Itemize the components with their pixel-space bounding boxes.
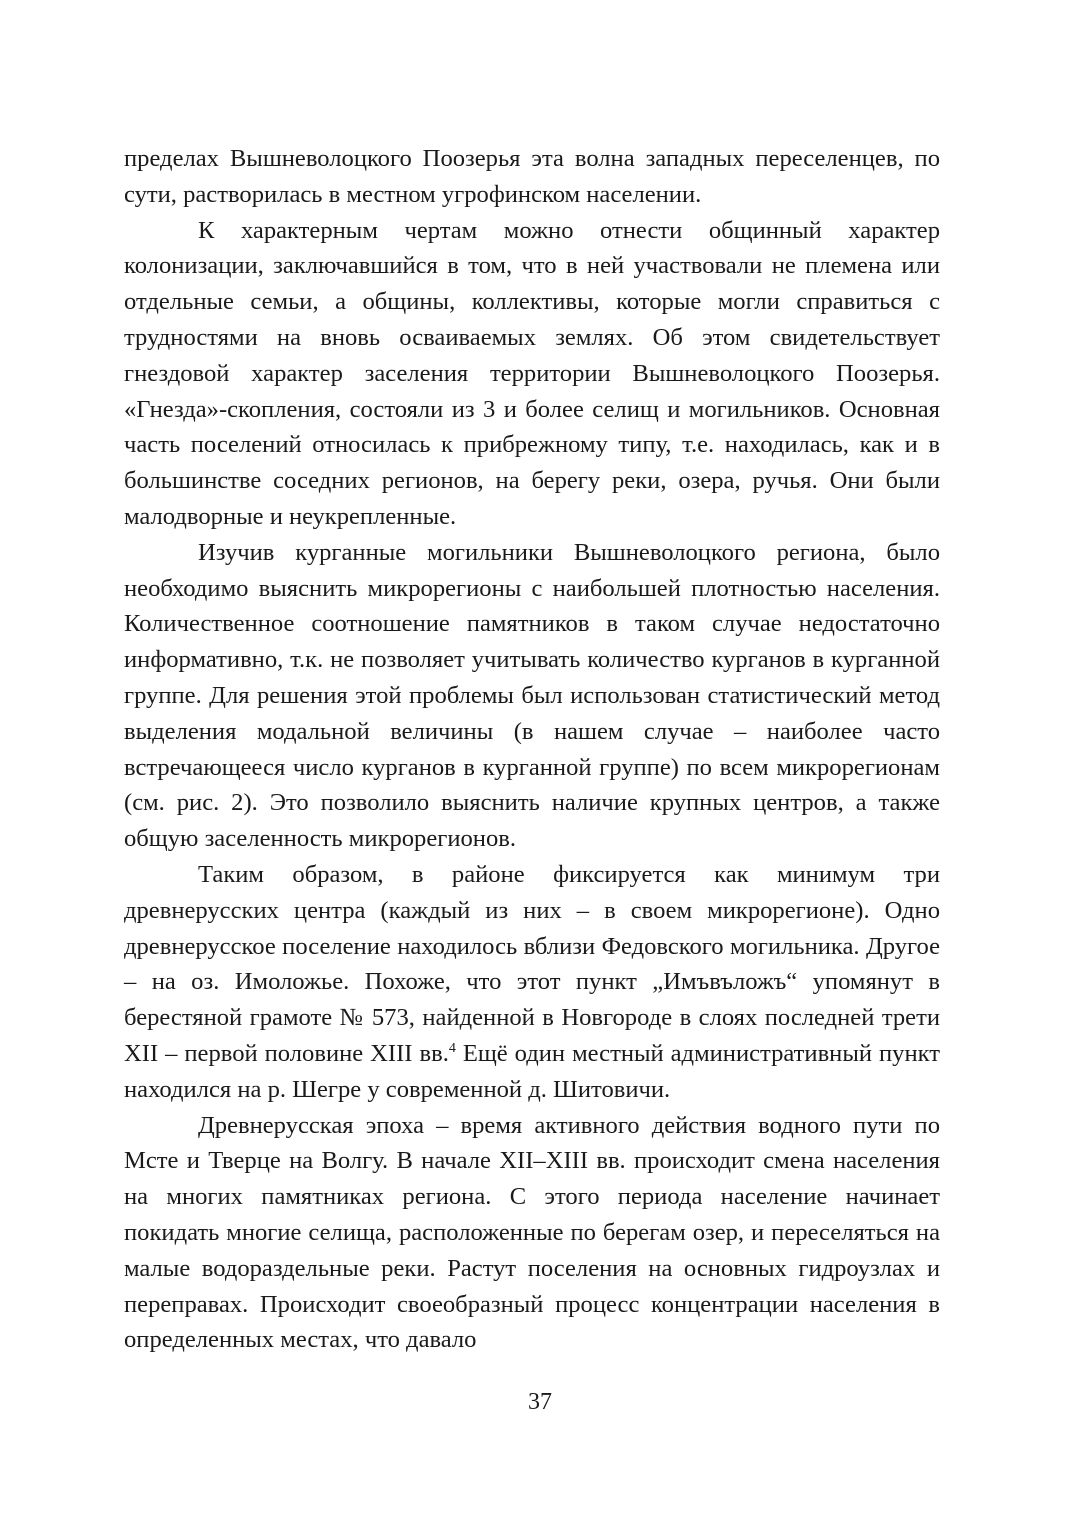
paragraph-3: Изучив курганные могильники Вышневолоцкого региона, было необходимо выяснить микрорегионы с наибольшей плотностью населения. Количественное соотношение памятников в таком случае недостаточно информативно, т.к. не позволяет учитывать количество курганов в курганной группе. Для решения этой проблемы был использован статистический метод выделения модальной величины (в нашем случае – наиболее часто встречающееся число курганов в курганной группе) по всем микрорегионам (см. рис. 2). Это позволило выяснить наличие крупных центров, а также общую заселенность микрорегионов. — [124, 538, 940, 853]
paragraph-2: К характерным чертам можно отнести общинный характер колонизации, заключавшийся в том, что в ней участвовали не племена или отдельные семьи, а общины, коллективы, которые могли справиться с трудностями на вновь осваиваемых землях. Об этом свидетельствует гнездовой характер заселения территории Вышневолоцкого Поозерья. «Гнезда»-скопления, состояли из 3 и более селищ и могильников. Основная часть поселений относилась к прибрежному типу, т.е. находилась, как и в большинстве соседних регионов, на берегу реки, озера, ручья. Они были малодворные и неукрепленные. — [124, 216, 940, 530]
paragraph-5: Древнерусская эпоха – время активного действия водного пути по Мсте и Тверце на Волгу. В начале XII–XIII вв. происходит смена населения на многих памятниках региона. С этого периода население начинает покидать многие селища, расположенные по берегам озер, и переселяться на малые водораздельные реки. Растут поселения на основных гидроузлах и переправах. Происходит своеобразный процесс концентрации населения в определенных местах, что давало — [124, 1111, 940, 1354]
body-text — [124, 141, 940, 1358]
paragraph-1: пределах Вышневолоцкого Поозерья эта волна западных переселенцев, по сути, растворилась в местном угрофинском населении. — [124, 145, 940, 208]
paragraph-4 — [124, 857, 940, 1108]
page-number: 37 — [528, 1389, 552, 1415]
paragraph-4-text-before: Таким образом, в районе фиксируется как минимум три древнерусских центра (каждый из них – в своем микрорегионе). Одно древнерусское поселение находилось вблизи Федовского могильника. Другое – на оз. Имоложье. Похоже, что этот пункт „Имъвъложъ“ упомянут в берестяной грамоте № 573, найденной в Новгороде в слоях последней трети XII – первой половине XIII вв. — [124, 860, 940, 1067]
footnote-ref-4: 4 — [448, 1040, 456, 1056]
paragraph-4-text-after: Ещё один местный административный пункт находился на р. Шегре у современной д. Шитовичи. — [124, 1039, 940, 1103]
